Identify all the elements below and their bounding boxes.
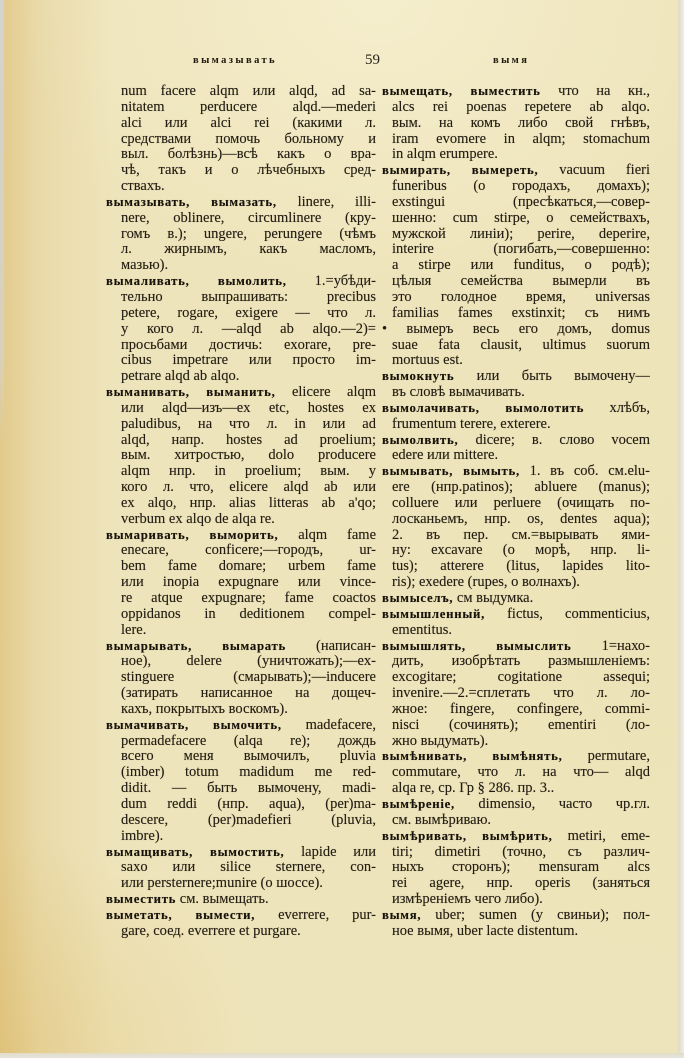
headword: вымарывать, вымарать bbox=[106, 638, 287, 653]
entry-line: familias fames exstinxit; съ нимъ bbox=[392, 305, 650, 321]
entry-line: кахъ, покрытыхъ воскомъ). bbox=[121, 701, 288, 717]
entry-line: funeribus (о городахъ, домахъ); bbox=[392, 179, 650, 195]
entry-line: paludibus, на что л. in или ad bbox=[121, 416, 376, 432]
definition-text: 1. въ соб. см.elu- bbox=[529, 464, 650, 480]
entry-line: bem fame domare; urbem fame bbox=[121, 559, 376, 575]
entry-line: exstingui (пресѣкаться,—совер- bbox=[392, 194, 650, 210]
definition-text: dicere; в. слово vocem bbox=[475, 432, 650, 448]
entry-line: мазью). bbox=[121, 258, 169, 274]
entry-first-line bbox=[106, 528, 376, 544]
entry-line: alqd, напр. hostes ad proelium; bbox=[121, 432, 376, 448]
entry-line: oppidanos in deditionem compel- bbox=[121, 606, 376, 622]
dictionary-entry bbox=[382, 829, 650, 908]
entry-line: жно выдумать). bbox=[392, 733, 489, 749]
dictionary-entry bbox=[382, 84, 650, 163]
entry-line: rei agere, нпр. operis (заняться bbox=[392, 876, 650, 892]
page-bottom-edge bbox=[0, 1053, 684, 1058]
dictionary-entry bbox=[382, 433, 650, 465]
entry-first-line bbox=[382, 829, 650, 845]
dictionary-entry bbox=[382, 464, 650, 591]
headword: вымышленный, bbox=[382, 606, 485, 621]
entry-line: stinguere (смарывать);—inducere bbox=[121, 670, 376, 686]
left-column bbox=[106, 84, 376, 940]
entry-line: см. вымѣриваю. bbox=[392, 812, 492, 828]
entry-line: это голодное время, universas bbox=[392, 289, 650, 305]
entry-line: тельно выпрашивать: precibus bbox=[121, 289, 376, 305]
definition-text: vacuum fieri bbox=[559, 163, 650, 179]
entry-line: lere. bbox=[121, 622, 147, 638]
headword: вымазывать, вымазать, bbox=[106, 194, 277, 209]
definition-text: 1=нахо- bbox=[601, 638, 650, 654]
dictionary-entry bbox=[106, 845, 376, 893]
entry-first-line bbox=[382, 369, 650, 385]
entry-line: dum reddi (нпр. aqua), (per)ma- bbox=[121, 796, 376, 812]
running-head-left: вымазывать bbox=[193, 55, 277, 66]
entry-line: (затирать написанное на дощеч- bbox=[121, 686, 376, 702]
headword: вымолачивать, вымолотить bbox=[382, 400, 585, 415]
page-right-edge bbox=[678, 0, 684, 1058]
definition-text: что на кн., bbox=[558, 84, 650, 99]
entry-first-line bbox=[106, 845, 376, 861]
entry-line: alqa re, ср. Гр § 286. пр. 3.. bbox=[392, 781, 555, 797]
definition-text: см. вымещать. bbox=[179, 892, 269, 908]
entry-line: или persternere;munire (о шоссе). bbox=[121, 876, 323, 892]
headword: вымѣнивать, вымѣнять, bbox=[382, 749, 563, 764]
entry-line: (imber) totum madidum me red- bbox=[121, 765, 376, 781]
entry-line: interire (погибать,—совершенно: bbox=[392, 242, 650, 258]
headword: вымокнуть bbox=[382, 369, 455, 384]
entry-first-line bbox=[106, 908, 376, 924]
entry-line: вым. хитростью, dolo producere bbox=[121, 448, 376, 464]
dictionary-entry bbox=[106, 892, 376, 908]
dictionary-entry bbox=[382, 639, 650, 750]
dictionary-entry bbox=[106, 718, 376, 845]
headword: вымолвить, bbox=[382, 432, 459, 447]
entry-line: excogitare; cogitatione assequi; bbox=[392, 670, 650, 686]
definition-text: хлѣбъ, bbox=[609, 400, 650, 416]
headword: выметать, вымести, bbox=[106, 907, 256, 922]
definition-text: alqm fame bbox=[298, 527, 376, 543]
entry-line: suae fata clausit, ultimus suorum bbox=[392, 337, 650, 353]
entry-line: или alqd—изъ—ex etc, hostes ex bbox=[121, 400, 376, 416]
dictionary-entry bbox=[106, 274, 376, 385]
entry-first-line bbox=[382, 908, 650, 924]
entry-line: измѣреніемъ чего либо). bbox=[392, 892, 543, 908]
entry-line: ну: excavare (о морѣ, нпр. li- bbox=[392, 543, 650, 559]
dictionary-entry bbox=[382, 908, 650, 940]
entry-line: мужской линіи); perire, deperire, bbox=[392, 226, 650, 242]
entry-line: enecare, conficere;—городъ, ur- bbox=[121, 543, 376, 559]
dictionary-entry bbox=[382, 591, 650, 607]
headword: вымащивать, вымостить, bbox=[106, 844, 285, 859]
definition-text: everrere, pur- bbox=[278, 907, 376, 923]
dictionary-entry bbox=[106, 385, 376, 528]
running-head-right: вымя bbox=[493, 55, 530, 66]
entry-line: ris); exedere (rupes, о волнахъ). bbox=[392, 575, 580, 591]
entry-first-line bbox=[382, 464, 650, 480]
entry-line: ныхъ сторонъ); mensuram alcs bbox=[392, 860, 650, 876]
entry-line: у кого л. —alqd ab alqo.—2)= bbox=[121, 321, 376, 337]
entry-line: ное), delere (уничтожать);—ex- bbox=[121, 654, 376, 670]
entry-line: ствахъ. bbox=[121, 179, 165, 195]
entry-first-line bbox=[382, 591, 650, 607]
entry-line: nere, oblinere, circumlinere (кру- bbox=[121, 210, 376, 226]
definition-text: metiri, eme- bbox=[567, 828, 650, 844]
dictionary-entry bbox=[106, 528, 376, 639]
entry-line: gare, соед. everrere et purgare. bbox=[121, 923, 301, 939]
definition-text: madefacere, bbox=[305, 717, 376, 733]
dictionary-entry bbox=[382, 607, 650, 639]
entry-line: imbre). bbox=[121, 828, 164, 844]
entry-line: invenire.—2.=сплетать что л. ло- bbox=[392, 686, 650, 702]
entry-line: alqm нпр. in proelium; вым. у bbox=[121, 464, 376, 480]
dictionary-entry bbox=[106, 639, 376, 718]
entry-line: средствами помочь больному и bbox=[121, 131, 376, 147]
entry-line: гомъ в.); ungere, perungere (чѣмъ bbox=[121, 226, 376, 242]
entry-line: ex alqo, нпр. alias litteras ab a'qo; bbox=[121, 495, 376, 511]
entry-line: или inopia expugnare или vince- bbox=[121, 575, 376, 591]
headword: вымышлять, вымыслить bbox=[382, 638, 572, 653]
entry-first-line bbox=[106, 718, 376, 734]
entry-first-line bbox=[106, 274, 376, 290]
entry-line: tus); atterere (litus, lapides lito- bbox=[392, 559, 650, 575]
entry-line: petere, rogare, exigere — что л. bbox=[121, 305, 376, 321]
entry-first-line bbox=[382, 639, 650, 655]
headword: выманивать, выманить, bbox=[106, 385, 276, 400]
entry-line: num facere alqm или alqd, ad sa- bbox=[121, 84, 376, 99]
entry-line: всего меня вымочилъ, pluvia bbox=[121, 749, 376, 765]
headword: вымещать, выместить bbox=[382, 84, 541, 98]
entry-line: frumentum terere, exterere. bbox=[392, 416, 551, 432]
entry-first-line bbox=[382, 749, 650, 765]
entry-first-line bbox=[106, 195, 376, 211]
dictionary-entry bbox=[382, 749, 650, 797]
entry-line: edere или mittere. bbox=[392, 448, 499, 464]
headword: вымаривать, выморить, bbox=[106, 527, 279, 542]
entry-line: чѣ, такъ и о лѣчебныхъ сред- bbox=[121, 163, 376, 179]
entry-first-line bbox=[106, 639, 376, 655]
entry-line: nitatem perducere alqd.—mederi bbox=[121, 99, 376, 115]
definition-text: fictus, commenticius, bbox=[507, 606, 650, 622]
headword: выместить bbox=[106, 892, 177, 907]
entry-line: жное: fingere, confingere, commi- bbox=[392, 701, 650, 717]
entry-line: a stirpe или funditus, о родѣ); bbox=[392, 258, 650, 274]
entry-line: descere, (per)madefieri (pluvia, bbox=[121, 812, 376, 828]
entry-line: вым. на комъ либо свой гнѣвъ, bbox=[392, 115, 650, 131]
entry-line: didit. — быть вымочену, madi- bbox=[121, 781, 376, 797]
entry-line: colluere или perluere (очищать по- bbox=[392, 495, 650, 511]
definition-text: lapide или bbox=[301, 844, 376, 860]
dictionary-entry bbox=[382, 163, 650, 369]
definition-text: или быть вымочену— bbox=[476, 369, 650, 385]
entry-first-line bbox=[106, 385, 376, 401]
entry-first-line bbox=[382, 163, 650, 179]
entry-line: дить, изобрѣтать размышленіемъ: bbox=[392, 654, 650, 670]
entry-line: permadefacere (alqa re); дождь bbox=[121, 733, 376, 749]
entry-line: re atque expugnare; fame coactos bbox=[121, 591, 376, 606]
entry-line: ное вымя, uber lacte distentum. bbox=[392, 923, 579, 939]
page-left-edge bbox=[0, 0, 4, 440]
entry-line: 2. въ пер. см.=вырывать ями- bbox=[392, 527, 650, 543]
definition-text: permutare, bbox=[587, 749, 650, 765]
dictionary-entry bbox=[382, 401, 650, 433]
definition-text: (написан- bbox=[316, 638, 376, 654]
headword: вымачивать, вымочить, bbox=[106, 717, 282, 732]
headword: вымирать, вымереть, bbox=[382, 163, 539, 178]
entry-line: saxo или silice sternere, con- bbox=[121, 860, 376, 876]
definition-text: uber; sumen (у свиньи); пол- bbox=[435, 907, 650, 923]
entry-line: ementitus. bbox=[392, 622, 453, 638]
right-column bbox=[382, 84, 650, 940]
entry-first-line bbox=[382, 433, 650, 449]
entry-line: in alqm erumpere. bbox=[392, 147, 498, 163]
entry-line: цѣлыя семейства вымерли въ bbox=[392, 274, 650, 290]
entry-line: verbum ex alqo de alqa re. bbox=[121, 511, 275, 527]
definition-text: elicere alqm bbox=[291, 385, 376, 401]
entry-line: alcs rei poenas repetere ab alqo. bbox=[392, 99, 650, 115]
headword: вымывать, вымыть, bbox=[382, 464, 520, 479]
entry-first-line bbox=[382, 607, 650, 623]
entry-continued bbox=[106, 84, 376, 195]
entry-line: шенно: cum stirpe, о семействахъ, bbox=[392, 210, 650, 226]
entry-line: iram evomere in alqm; stomachum bbox=[392, 131, 650, 147]
entry-first-line bbox=[382, 401, 650, 417]
entry-line: просьбами достичь: exorare, pre- bbox=[121, 337, 376, 353]
entry-line: cibus impetrare или просто im- bbox=[121, 353, 376, 369]
entry-first-line bbox=[382, 797, 650, 813]
entry-line: alci или alci rei (какими л. bbox=[121, 115, 376, 131]
headword: вымя, bbox=[382, 907, 422, 922]
headword: вымѣривать, вымѣрить, bbox=[382, 828, 553, 843]
entry-first-line bbox=[106, 892, 376, 908]
entry-line: въ словѣ вымачивать. bbox=[392, 385, 525, 401]
headword: вымѣреніе, bbox=[382, 796, 455, 811]
entry-line: лосканьемъ, нпр. os, dentes aqua); bbox=[392, 511, 650, 527]
entry-line: кого л. что, elicere alqd ab или bbox=[121, 480, 376, 496]
headword: вымаливать, вымолить, bbox=[106, 274, 287, 289]
entry-line: л. жирнымъ, какъ масломъ, bbox=[121, 242, 376, 258]
entry-line: mortuus est. bbox=[392, 353, 463, 369]
headword: вымыселъ, bbox=[382, 591, 454, 605]
page-number: 59 bbox=[365, 52, 380, 68]
entry-line: выл. болѣзнь)—всѣ какъ о вра- bbox=[121, 147, 376, 163]
definition-text: linere, illi- bbox=[297, 194, 376, 210]
dictionary-entry bbox=[382, 797, 650, 829]
entry-line: commutare, что л. на что— alqd bbox=[392, 765, 650, 781]
dictionary-entry bbox=[382, 369, 650, 401]
definition-text: dimensio, часто чр.гл. bbox=[478, 796, 650, 812]
entry-line: nisci (сочинять); ementiri (ло- bbox=[392, 717, 650, 733]
entry-line: tiri; dimetiri (точно, съ различ- bbox=[392, 844, 650, 860]
dictionary-entry bbox=[106, 908, 376, 940]
dictionary-entry bbox=[106, 195, 376, 274]
definition-text: см выдумка. bbox=[456, 591, 534, 606]
entry-line: petrare alqd ab alqo. bbox=[121, 369, 240, 385]
entry-line: • вымеръ весь его домъ, domus bbox=[382, 321, 650, 337]
entry-first-line bbox=[382, 84, 650, 100]
definition-text: 1.=убѣди- bbox=[314, 274, 376, 290]
entry-line: ere (нпр.patinos); abluere (manus); bbox=[392, 480, 650, 496]
